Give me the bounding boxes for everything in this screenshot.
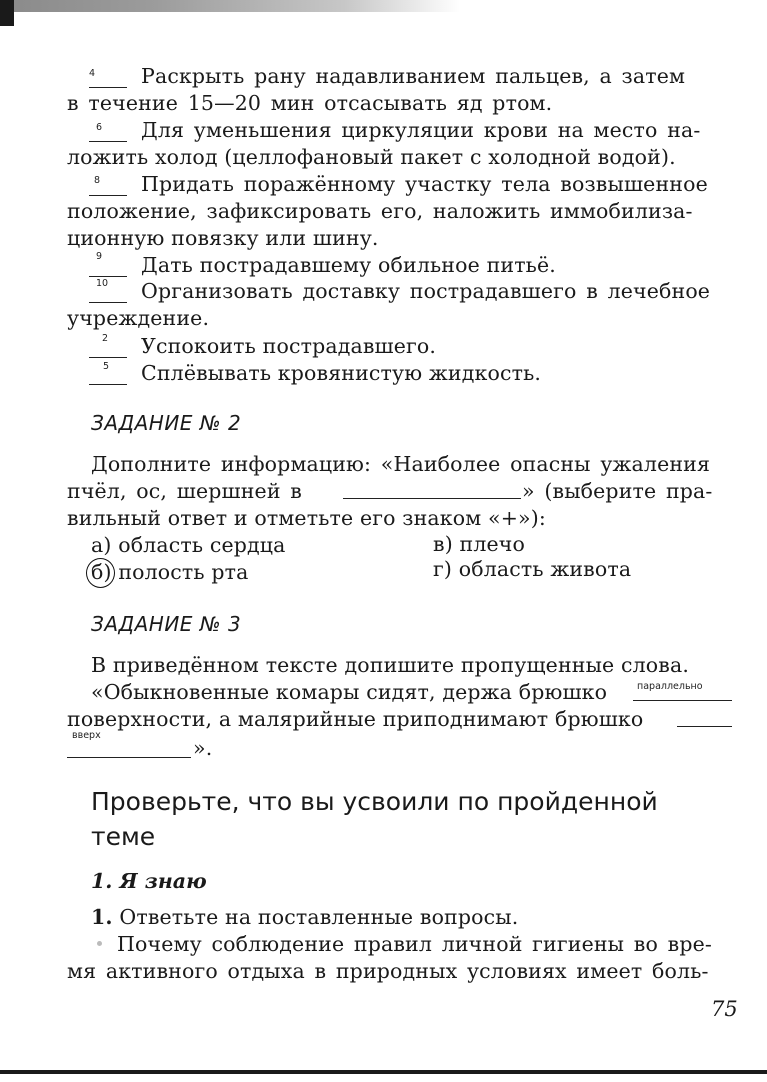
option-text: полость рта [118, 560, 249, 584]
answer-blank[interactable] [89, 254, 127, 277]
option-letter: а) [91, 533, 112, 557]
handwritten-number: 9 [96, 251, 103, 262]
checklist-line: Раскрыть рану надавливанием пальцев, а затем [141, 64, 686, 88]
bullet-icon [97, 941, 102, 946]
option-letter: г) [433, 557, 453, 581]
checklist-line: учреждение. [67, 306, 210, 330]
question-line: мя активного отдыха в природных условиях имеет боль- [67, 959, 709, 983]
handwritten-number: 8 [94, 175, 101, 186]
task-3-answer-blank-2-cont[interactable] [67, 735, 191, 758]
checklist-line: Успокоить пострадавшего. [141, 334, 437, 358]
question-line: Почему соблюдение правил личной гигиены во вре- [117, 932, 712, 956]
checklist-line: в течение 15—20 мин отсасывать яд ртом. [67, 91, 553, 115]
task-2-line: » (выберите пра- [522, 479, 713, 503]
checklist-line: Придать поражённому участку тела возвышенное [141, 172, 708, 196]
task-2-line: вильный ответ и отметьте его знаком «+»): [67, 506, 546, 530]
checklist-line: Для уменьшения циркуляции крови на место на- [141, 118, 701, 142]
handwritten-answer: вверх [72, 730, 101, 741]
option-letter: б) [91, 560, 112, 584]
task-3-title: ЗАДАНИЕ № 3 [91, 612, 242, 636]
checklist-line: положение, зафиксировать его, наложить иммобилиза- [67, 199, 693, 223]
answer-blank[interactable] [89, 119, 127, 142]
option-text: область живота [458, 557, 632, 581]
question-item [91, 904, 518, 930]
task-3-line: «Обыкновенные комары сидят, держа брюшко [91, 680, 608, 704]
scan-edge-top [0, 0, 767, 12]
task-3-line: В приведённом тексте допишите пропущенные слова. [91, 653, 690, 677]
handwritten-number: 4 [89, 68, 96, 79]
option-g[interactable] [433, 556, 631, 582]
subsection-title: 1. Я знаю [91, 869, 207, 893]
checklist-line: Сплёвывать кровянистую жидкость. [141, 361, 542, 385]
task-2-answer-blank[interactable] [343, 476, 521, 499]
page-number: 75 [711, 997, 738, 1021]
checklist-line: Организовать доставку пострадавшего в лечебное [141, 279, 711, 303]
task-3-line-end: ». [193, 736, 213, 760]
question-number: 1. [91, 905, 113, 929]
handwritten-number: 5 [103, 361, 110, 372]
option-text: плечо [459, 532, 525, 556]
option-text: область сердца [118, 533, 286, 557]
task-3-line: поверхности, а малярийные приподнимают брюшко [67, 707, 644, 731]
option-letter: в) [433, 532, 453, 556]
scan-edge-bottom [0, 1070, 767, 1074]
checklist-line: Дать пострадавшему обильное питьё. [141, 253, 556, 277]
checklist-line: ложить холод (целлофановый пакет с холодной водой). [67, 145, 676, 169]
task-2-line: Дополните информацию: «Наиболее опасны ужаления [91, 452, 711, 476]
handwritten-number: 2 [102, 333, 109, 344]
section-title: Проверьте, что вы усвоили по пройденной [91, 787, 658, 816]
task-2-title: ЗАДАНИЕ № 2 [91, 411, 242, 435]
handwritten-number: 6 [96, 122, 103, 133]
option-v[interactable] [433, 531, 525, 557]
handwritten-number: 10 [96, 278, 109, 289]
question-text: Ответьте на поставленные вопросы. [119, 905, 519, 929]
section-title-cont: теме [91, 822, 156, 851]
scan-corner-mark [0, 0, 14, 26]
checklist-line: ционную повязку или шину. [67, 226, 379, 250]
task-3-answer-blank-2[interactable] [677, 704, 732, 727]
handwritten-answer: параллельно [637, 681, 703, 692]
option-a[interactable] [91, 532, 286, 558]
option-b[interactable] [91, 559, 249, 585]
task-2-line: пчёл, ос, шершней в [67, 479, 302, 503]
